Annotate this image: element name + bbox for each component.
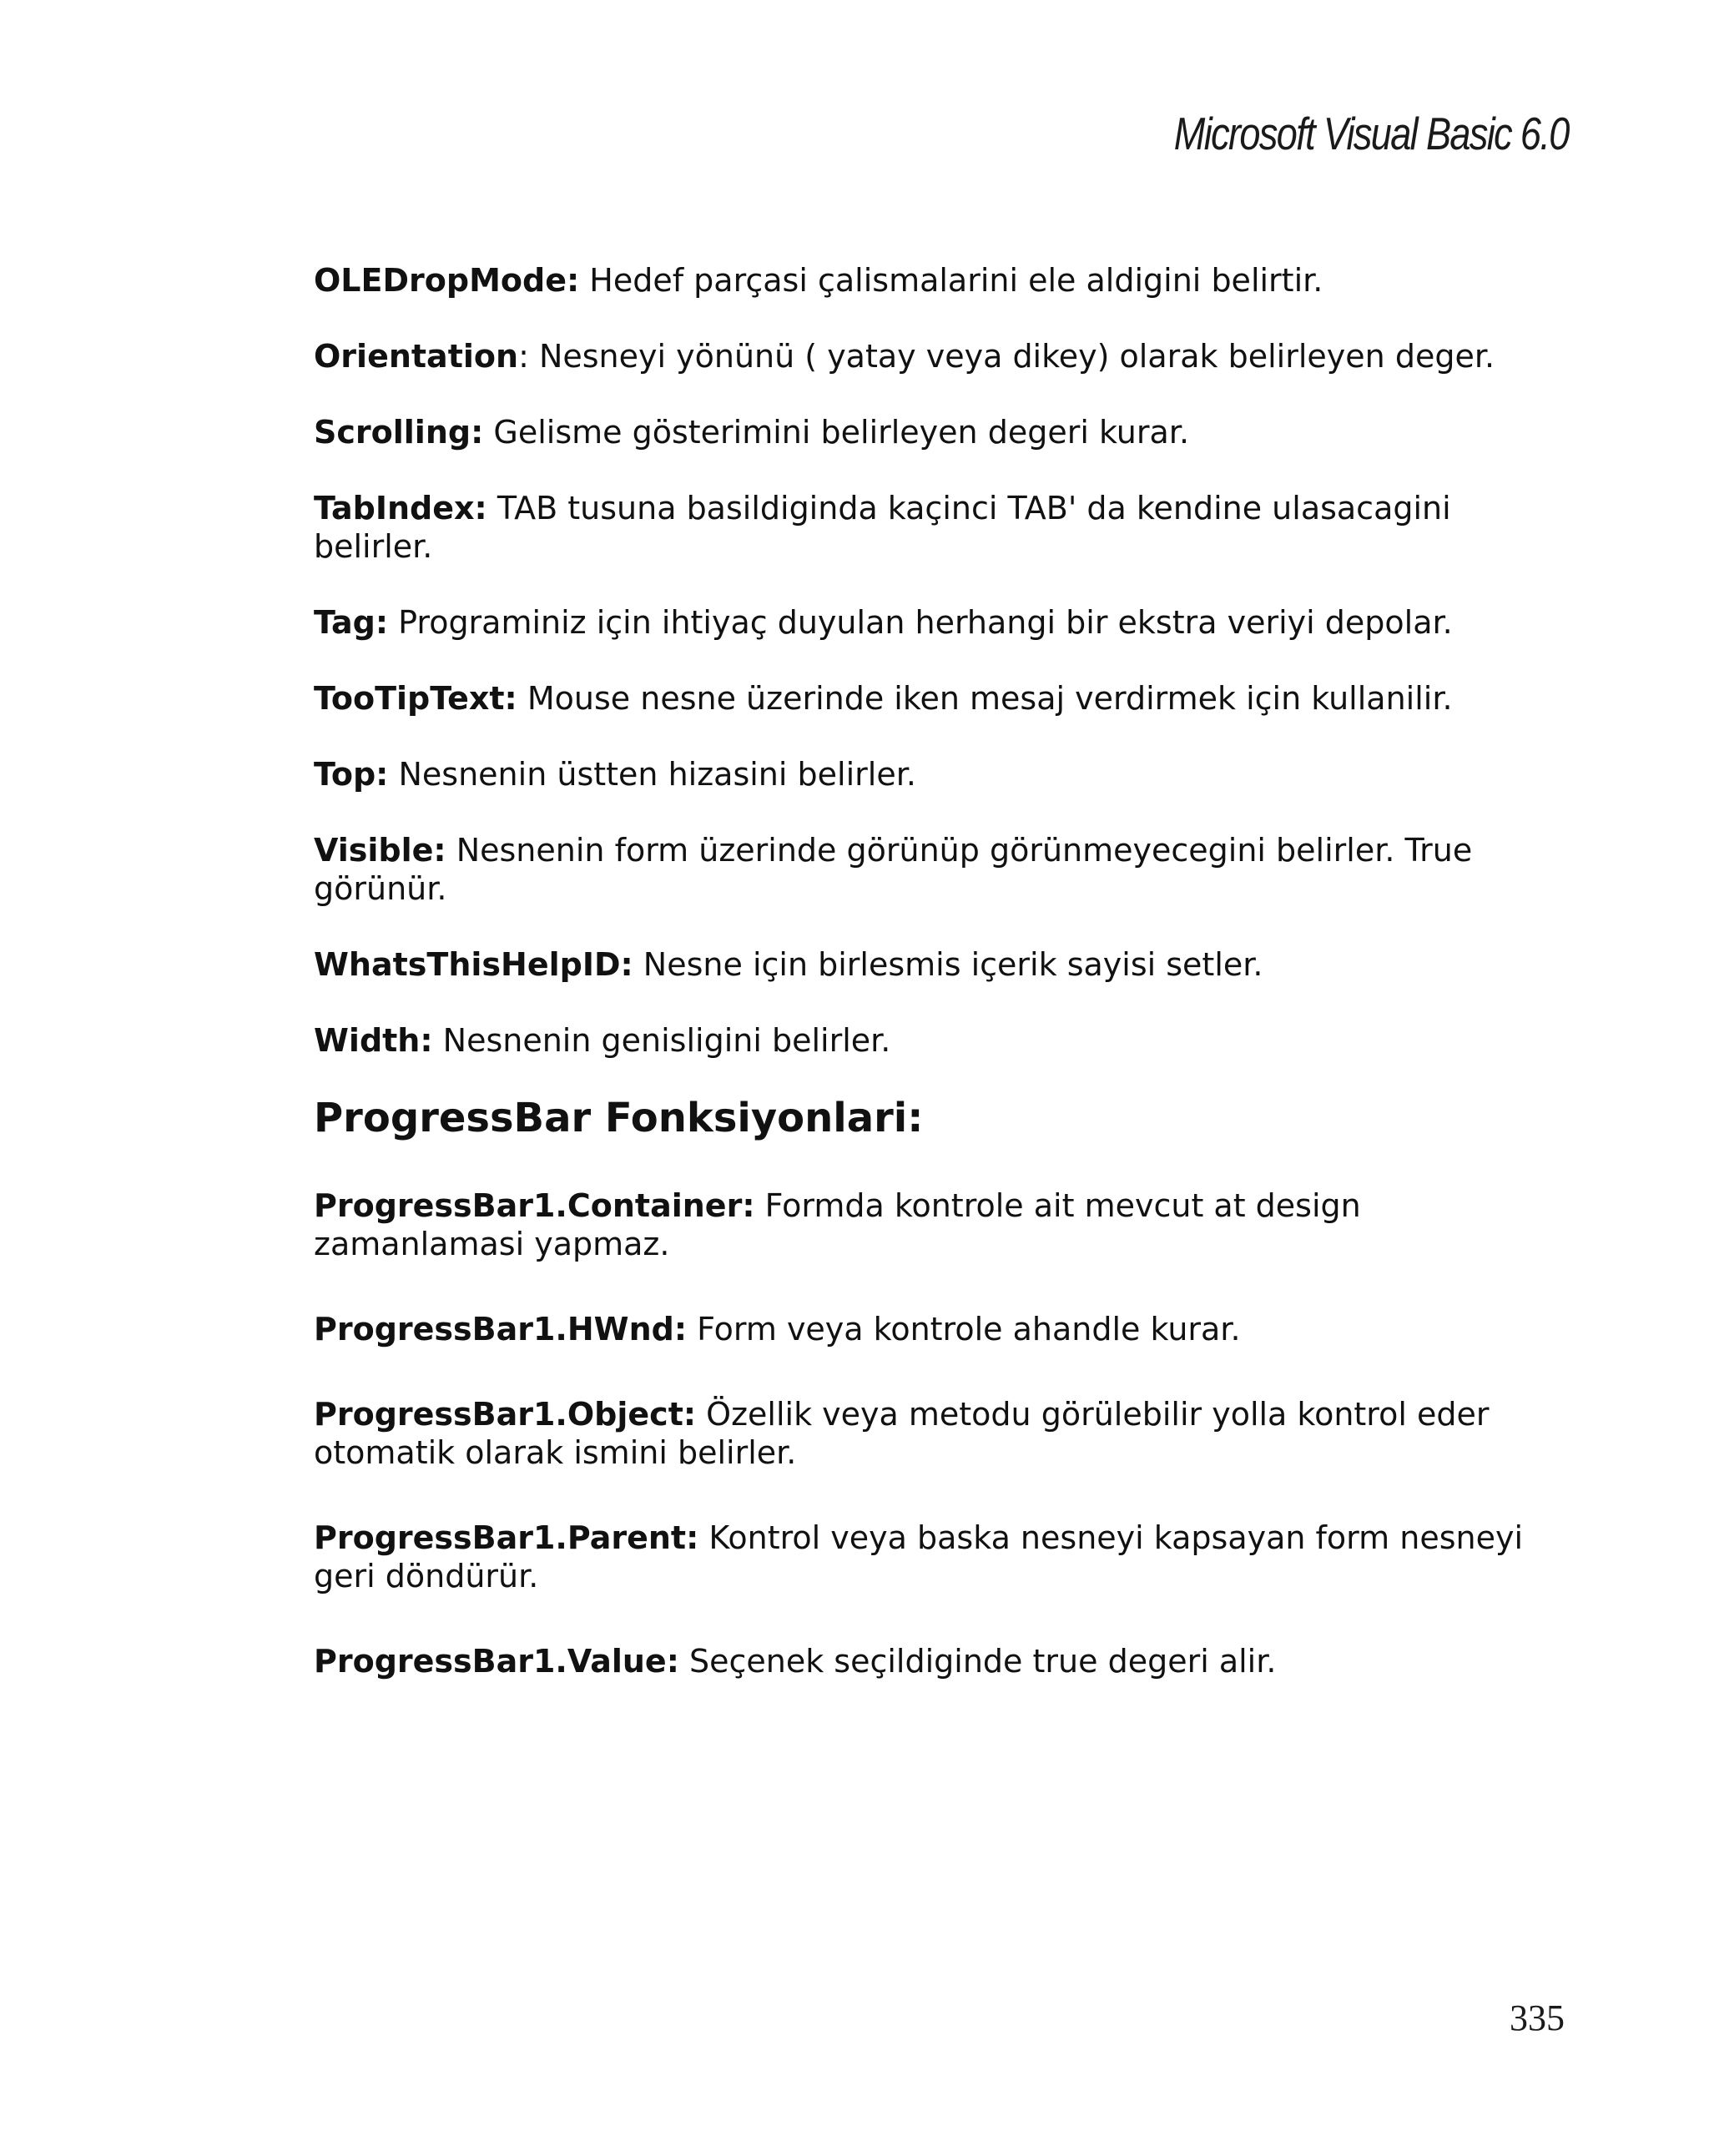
- property-term: TabIndex:: [314, 490, 487, 526]
- function-definition: Kontrol veya baska nesneyi kapsayan form nesneyi geri döndürür.: [314, 1519, 1523, 1594]
- function-term: ProgressBar1.Container:: [314, 1187, 755, 1224]
- property-term: Top:: [314, 756, 389, 793]
- function-entry-hwnd: [314, 1310, 1549, 1348]
- property-definition: Hedef parçasi çalismalarini ele aldigini belirtir.: [589, 262, 1323, 299]
- property-entry-tag: [314, 603, 1549, 642]
- function-term: ProgressBar1.Value:: [314, 1643, 679, 1680]
- property-definition: TAB tusuna basildiginda kaçinci TAB' da kendine ulasacagini belirler.: [314, 490, 1451, 565]
- function-definition: Özellik veya metodu görülebilir yolla kontrol eder otomatik olarak ismini belirler.: [314, 1396, 1490, 1471]
- function-term: ProgressBar1.Parent:: [314, 1519, 699, 1556]
- property-definition: : Nesneyi yönünü ( yatay veya dikey) olarak belirleyen deger.: [518, 338, 1495, 375]
- function-term: ProgressBar1.Object:: [314, 1396, 697, 1433]
- section-heading: ProgressBar Fonksiyonlari:: [314, 1095, 924, 1141]
- property-entry-oledropmode: [314, 261, 1549, 300]
- function-definition: Formda kontrole ait mevcut at design zamanlamasi yapmaz.: [314, 1187, 1361, 1262]
- property-term: TooTipText:: [314, 680, 517, 717]
- property-entry-tabindex: [314, 489, 1549, 566]
- property-term: Tag:: [314, 604, 389, 641]
- property-entry-width: [314, 1021, 1549, 1060]
- property-term: Visible:: [314, 832, 446, 869]
- property-definition: Programiniz için ihtiyaç duyulan herhangi bir ekstra veriyi depolar.: [398, 604, 1453, 641]
- property-entry-top: [314, 755, 1549, 793]
- property-entry-whatsthishelpid: [314, 945, 1549, 984]
- property-definition: Nesne için birlesmis içerik sayisi setler.: [643, 946, 1263, 983]
- running-header-title: Microsoft Visual Basic 6.0: [1174, 108, 1569, 159]
- page-body: [314, 261, 1549, 1680]
- property-term: Orientation: [314, 338, 519, 375]
- property-definition: Gelisme gösterimini belirleyen degeri kurar.: [493, 414, 1190, 451]
- property-definition: Nesnenin form üzerinde görünüp görünmeyecegini belirler. True görünür.: [314, 832, 1473, 907]
- property-term: WhatsThisHelpID:: [314, 946, 633, 983]
- function-entry-parent: [314, 1519, 1549, 1595]
- function-entry-container: [314, 1186, 1549, 1263]
- property-definition: Mouse nesne üzerinde iken mesaj verdirmek için kullanilir.: [527, 680, 1453, 717]
- property-definition: Nesnenin genisligini belirler.: [442, 1022, 891, 1059]
- property-entry-scrolling: [314, 413, 1549, 451]
- function-definition: Seçenek seçildiginde true degeri alir.: [688, 1643, 1277, 1680]
- function-entry-object: [314, 1395, 1549, 1472]
- property-term: OLEDropMode:: [314, 262, 580, 299]
- property-term: Scrolling:: [314, 414, 484, 451]
- function-definition: Form veya kontrole ahandle kurar.: [697, 1311, 1241, 1348]
- function-entry-value: [314, 1642, 1549, 1680]
- function-term: ProgressBar1.HWnd:: [314, 1311, 688, 1348]
- property-entry-orientation: [314, 337, 1549, 375]
- property-term: Width:: [314, 1022, 433, 1059]
- property-entry-tooltiptext: [314, 679, 1549, 718]
- property-definition: Nesnenin üstten hizasini belirler.: [398, 756, 916, 793]
- property-entry-visible: [314, 831, 1549, 908]
- page-number: 335: [1510, 1997, 1565, 2038]
